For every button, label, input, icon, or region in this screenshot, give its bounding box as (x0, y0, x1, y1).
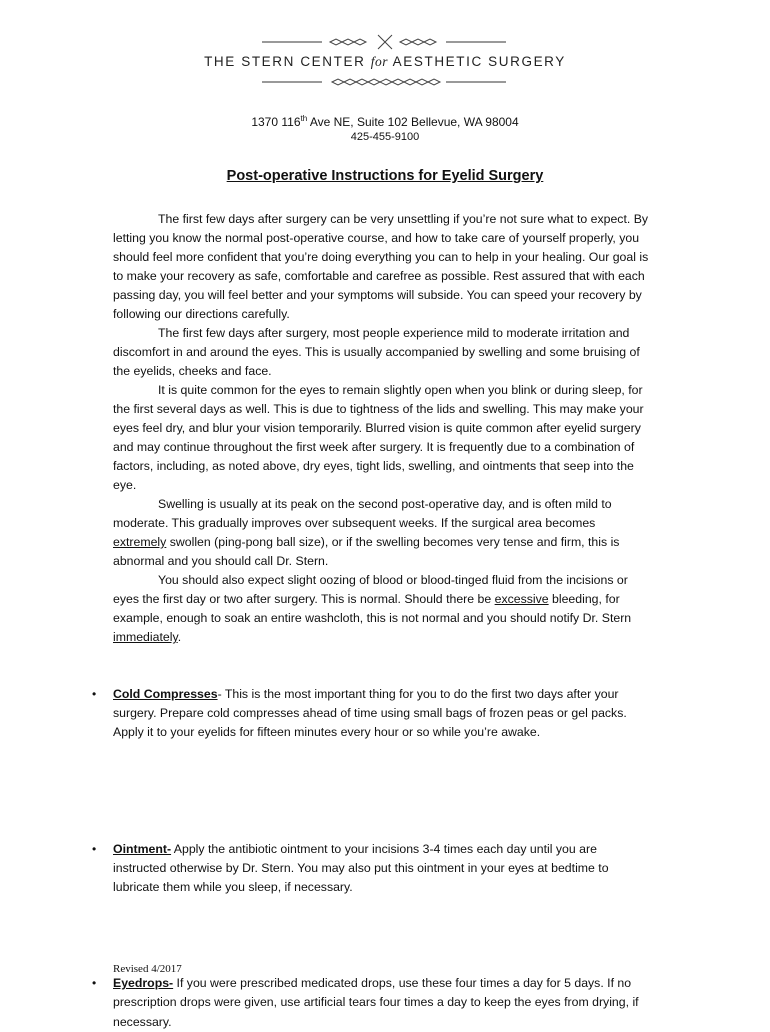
bullet-icon: • (92, 841, 97, 856)
address-part1: 1370 116 (251, 115, 301, 129)
logo-text-2: AESTHETIC SURGERY (388, 54, 566, 69)
bullet-text: If you were prescribed medicated drops, use these four times a day for 5 days. If no prescription drops were given, use artificial tears four times a day to keep the eyes from drying, if necessary. (113, 976, 639, 1029)
list-item-cold-compresses (92, 685, 651, 743)
bullet-text: - This is the most important thing for you to do the first two days after your surgery. Prepare cold compresses ahead of time using small bags of frozen peas or gel packs. Apply it to your eyelids for fifteen minutes every hour or so while you’re awake. (113, 687, 627, 740)
logo-text-1: THE STERN CENTER (204, 54, 371, 69)
bleeding-emphasis-excessive: excessive (494, 592, 549, 606)
paragraph-eyes-open: It is quite common for the eyes to remain slightly open when you blink or during sleep, for the first several days as well. This is due to tightness of the lids and swelling. This may make your eyes feel dry, and blur your vision temporarily. Blurred vision is quite common after eyelid surgery and may continue throughout the first week after surgery. It is frequently due to a combination of factors, including, as noted above, dry eyes, tight lids, swelling, and ointments that seep into the eye. (113, 383, 644, 492)
bullet-heading: Eyedrops- (113, 976, 174, 991)
bullet-heading: Ointment- (113, 841, 172, 856)
swelling-text-b: swollen (ping-pong ball size), or if the swelling becomes very tense and firm, this is abnormal and you should call Dr. Stern. (113, 535, 620, 568)
logo-text-for: for (370, 54, 389, 69)
paragraph-irritation: The first few days after surgery, most people experience mild to moderate irritation and discomfort in and around the eyes. This is usually accompanied by swelling and some bruising of the eyelids, cheeks and face. (113, 326, 640, 378)
bleeding-text-a: You should also expect slight oozing of blood or blood-tinged fluid from the incisions or eyes the first day or two after surgery. This is normal. Should there be (113, 573, 628, 606)
swelling-emphasis: extremely (113, 535, 167, 549)
bleeding-text-b: bleeding, for example, enough to soak an entire washcloth, this is not normal and you should notify Dr. Stern (113, 592, 632, 625)
list-item-ointment (92, 840, 651, 898)
document-body (113, 210, 651, 647)
paragraph-bleeding (113, 571, 651, 647)
bleeding-text-c: . (177, 630, 182, 644)
page-title: Post-operative Instructions for Eyelid Surgery (226, 168, 544, 184)
list-item-eyedrops (92, 974, 651, 1032)
swelling-text-a: Swelling is usually at its peak on the second post-operative day, and is often mild to moderate. This gradually improves over subsequent weeks. If the surgical area becomes (113, 497, 612, 530)
address-sup: th (300, 114, 308, 123)
paragraph-swelling (113, 495, 651, 571)
paragraph-intro: The first few days after surgery can be very unsettling if you’re not sure what to expect. By letting you know the normal post-operative course, and how to take care of yourself properly, you should feel more confident that you’re doing everything you can to help in your healing. Our goal is to make your recovery as safe, comfortable and carefree as possible. Rest assured that with each passing day, you will feel better and your symptoms will subside. You can speed your recovery by following our directions carefully. (113, 212, 649, 321)
bullet-heading: Cold Compresses (113, 687, 218, 701)
bullet-icon: • (92, 687, 97, 701)
address (0, 114, 770, 129)
logo-wordmark (0, 54, 770, 70)
logo (0, 30, 770, 90)
phone-number: 425-455-9100 (350, 131, 420, 143)
bullet-text: Apply the antibiotic ointment to your incisions 3-4 times each day until you are instructed otherwise by Dr. Stern. You may also put this ointment in your eyes at bedtime to lubricate them while you sleep, if necessary. (113, 841, 609, 895)
bullet-icon: • (92, 976, 97, 991)
bleeding-emphasis-immediately: immediately (113, 630, 178, 644)
revision-date: Revised 4/2017 (113, 963, 182, 975)
address-part2: Ave NE, Suite 102 Bellevue, WA 98004 (307, 115, 519, 129)
